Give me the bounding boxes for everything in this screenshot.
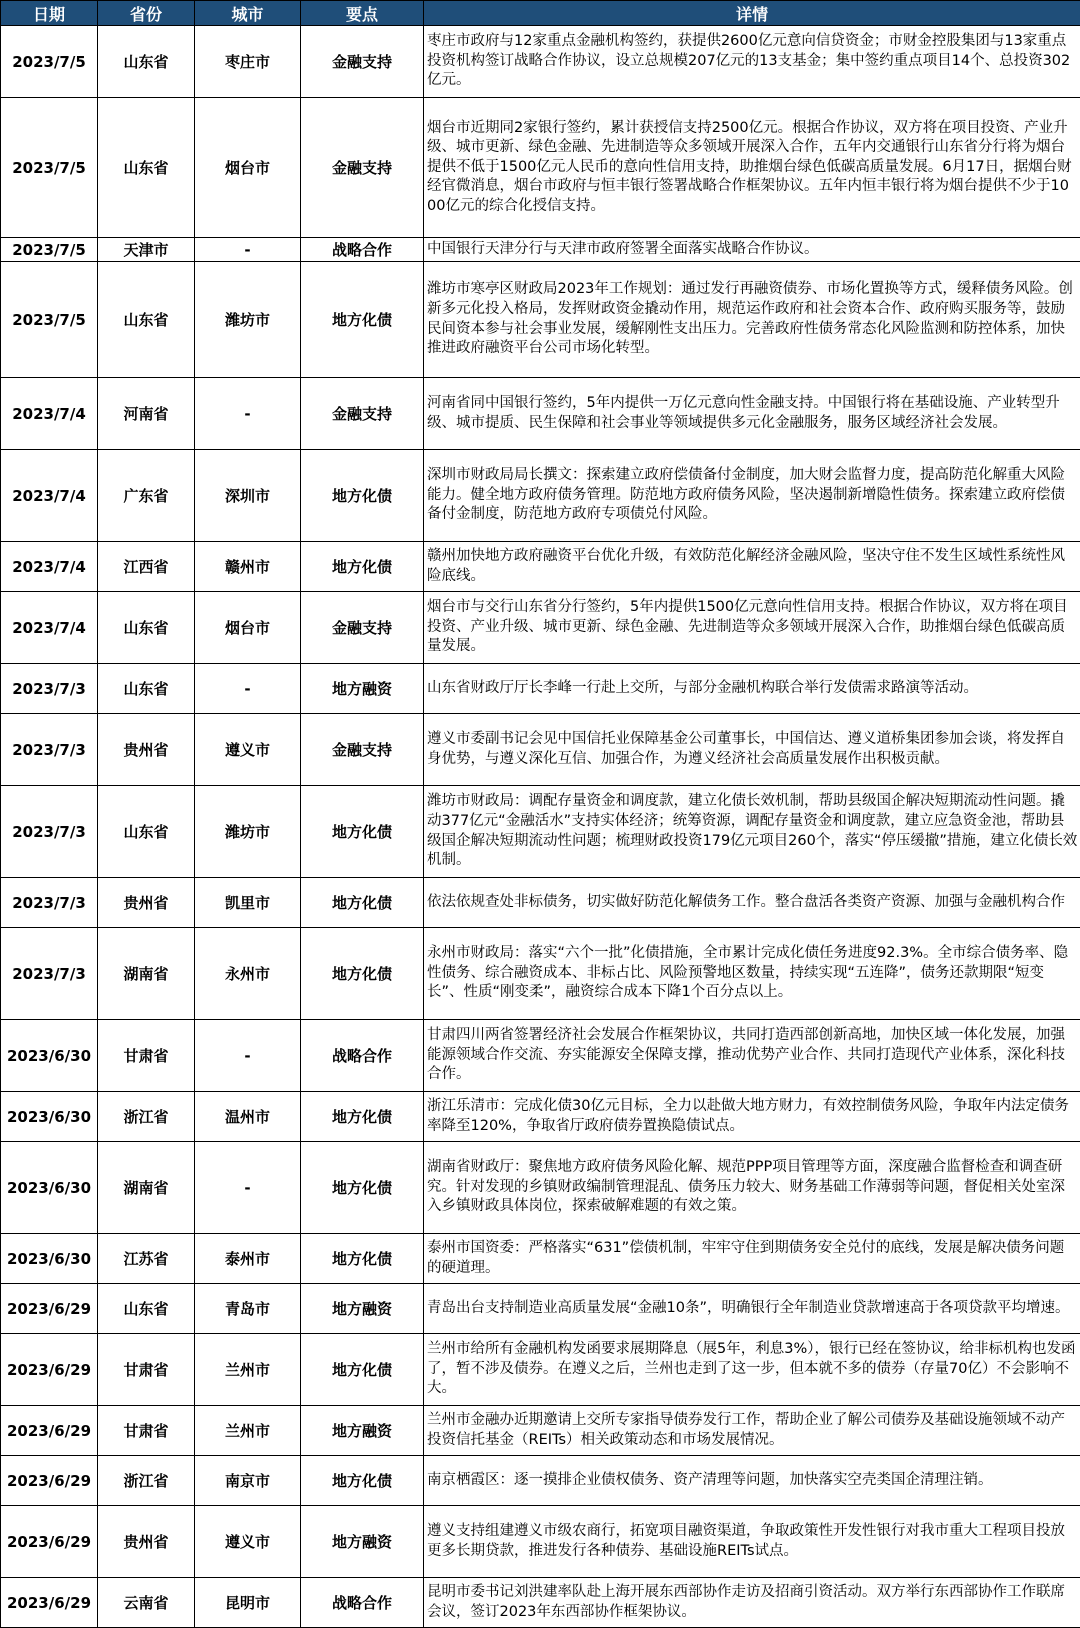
cell-detail: 遵义市委副书记会见中国信托业保障基金公司董事长，中国信达、遵义道桥集团参加会谈，将发挥自身优势，与遵义深化互信、加强合作，为遵义经济社会高质量发展作出积极贡献。 [424, 714, 1080, 786]
cell-point: 金融支持 [301, 26, 424, 98]
cell-date: 2023/6/29 [1, 1406, 98, 1456]
cell-detail: 赣州加快地方政府融资平台优化升级，有效防范化解经济金融风险，坚决守住不发生区域性系统性风险底线。 [424, 542, 1080, 592]
cell-detail: 烟台市与交行山东省分行签约，5年内提供1500亿元意向性信用支持。根据合作协议，双方将在项目投资、产业升级、城市更新、绿色金融、先进制造等众多领域开展深入合作，助推烟台绿色低碳高质量发展。 [424, 592, 1080, 664]
cell-detail: 浙江乐清市：完成化债30亿元目标，全力以赴做大地方财力，有效控制债务风险，争取年内法定债务率降至120%，争取省厅政府债券置换隐债试点。 [424, 1092, 1080, 1142]
cell-province: 湖南省 [98, 1142, 195, 1234]
cell-date: 2023/6/29 [1, 1284, 98, 1334]
table-row [1, 1142, 1080, 1234]
cell-date: 2023/7/4 [1, 592, 98, 664]
table-row [1, 26, 1080, 98]
cell-point: 地方融资 [301, 1284, 424, 1334]
cell-date: 2023/6/29 [1, 1506, 98, 1578]
cell-detail: 兰州市给所有金融机构发函要求展期降息（展5年，利息3%），银行已经在签协议，给非标机构也发函了，暂不涉及债券。在遵义之后，兰州也走到了这一步，但本就不多的债券（存量70亿）不会影响不大。 [424, 1334, 1080, 1406]
cell-province: 河南省 [98, 378, 195, 450]
cell-detail: 中国银行天津分行与天津市政府签署全面落实战略合作协议。 [424, 238, 1080, 262]
cell-city: - [195, 664, 301, 714]
cell-date: 2023/7/3 [1, 786, 98, 878]
cell-detail: 南京栖霞区：逐一摸排企业债权债务、资产清理等问题，加快落实空壳类国企清理注销。 [424, 1456, 1080, 1506]
cell-city: 兰州市 [195, 1406, 301, 1456]
cell-province: 江苏省 [98, 1234, 195, 1284]
cell-date: 2023/6/29 [1, 1456, 98, 1506]
cell-province: 甘肃省 [98, 1334, 195, 1406]
cell-province: 浙江省 [98, 1092, 195, 1142]
cell-detail: 潍坊市财政局：调配存量资金和调度款，建立化债长效机制，帮助县级国企解决短期流动性问题。撬动377亿元“金融活水”支持实体经济；统筹资源，调配存量资金和调度款，建立应急资金池，帮助县级国企解决短期流动性问题；梳理财政投资179亿元项目260个，落实“停压缓撤”措施，建立化债长效机制。 [424, 786, 1080, 878]
cell-point: 地方化债 [301, 1456, 424, 1506]
cell-date: 2023/7/3 [1, 878, 98, 928]
cell-date: 2023/6/30 [1, 1020, 98, 1092]
cell-point: 地方化债 [301, 786, 424, 878]
table-row [1, 262, 1080, 378]
cell-province: 贵州省 [98, 1506, 195, 1578]
cell-city: - [195, 238, 301, 262]
cell-city: 潍坊市 [195, 262, 301, 378]
table-row [1, 1578, 1080, 1628]
table-row [1, 98, 1080, 238]
cell-city: 潍坊市 [195, 786, 301, 878]
cell-point: 地方融资 [301, 1506, 424, 1578]
table-row [1, 238, 1080, 262]
cell-detail: 河南省同中国银行签约，5年内提供一万亿元意向性金融支持。中国银行将在基础设施、产业转型升级、城市提质、民生保障和社会事业等领域提供多元化金融服务，服务区域经济社会发展。 [424, 378, 1080, 450]
cell-point: 地方融资 [301, 664, 424, 714]
cell-point: 地方化债 [301, 878, 424, 928]
cell-point: 战略合作 [301, 1578, 424, 1628]
table-row [1, 1284, 1080, 1334]
cell-city: 昆明市 [195, 1578, 301, 1628]
cell-point: 地方融资 [301, 1406, 424, 1456]
cell-point: 地方化债 [301, 928, 424, 1020]
cell-province: 贵州省 [98, 878, 195, 928]
cell-city: 烟台市 [195, 592, 301, 664]
cell-date: 2023/7/5 [1, 238, 98, 262]
header-row [1, 1, 1080, 26]
cell-detail: 昆明市委书记刘洪建率队赴上海开展东西部协作走访及招商引资活动。双方举行东西部协作工作联席会议，签订2023年东西部协作框架协议。 [424, 1578, 1080, 1628]
table-row [1, 928, 1080, 1020]
cell-point: 地方化债 [301, 542, 424, 592]
cell-city: 烟台市 [195, 98, 301, 238]
cell-province: 贵州省 [98, 714, 195, 786]
cell-province: 云南省 [98, 1578, 195, 1628]
cell-point: 地方化债 [301, 1234, 424, 1284]
table-row [1, 664, 1080, 714]
cell-province: 浙江省 [98, 1456, 195, 1506]
cell-detail: 兰州市金融办近期邀请上交所专家指导债券发行工作，帮助企业了解公司债券及基础设施领域不动产投资信托基金（REITs）相关政策动态和市场发展情况。 [424, 1406, 1080, 1456]
cell-date: 2023/7/4 [1, 542, 98, 592]
table-row [1, 1092, 1080, 1142]
cell-city: 枣庄市 [195, 26, 301, 98]
cell-point: 地方化债 [301, 1142, 424, 1234]
cell-province: 甘肃省 [98, 1406, 195, 1456]
cell-date: 2023/7/5 [1, 26, 98, 98]
cell-point: 地方化债 [301, 262, 424, 378]
cell-point: 战略合作 [301, 238, 424, 262]
cell-province: 山东省 [98, 786, 195, 878]
cell-detail: 青岛出台支持制造业高质量发展“金融10条”，明确银行全年制造业贷款增速高于各项贷款平均增速。 [424, 1284, 1080, 1334]
cell-city: 永州市 [195, 928, 301, 1020]
cell-detail: 湖南省财政厅：聚焦地方政府债务风险化解、规范PPP项目管理等方面，深度融合监督检查和调查研究。针对发现的乡镇财政编制管理混乱、债务压力较大、财务基础工作薄弱等问题，督促相关处室深入乡镇财政具体岗位，探索破解难题的有效之策。 [424, 1142, 1080, 1234]
cell-city: 遵义市 [195, 1506, 301, 1578]
cell-date: 2023/6/30 [1, 1234, 98, 1284]
cell-city: 遵义市 [195, 714, 301, 786]
cell-province: 山东省 [98, 664, 195, 714]
table-row [1, 378, 1080, 450]
cell-point: 金融支持 [301, 378, 424, 450]
cell-city: 凯里市 [195, 878, 301, 928]
table-row [1, 1506, 1080, 1578]
cell-detail: 枣庄市政府与12家重点金融机构签约，获提供2600亿元意向信贷资金；市财金控股集团与13家重点投资机构签订战略合作协议，设立总规模207亿元的13支基金；集中签约重点项目14个、总投资302亿元。 [424, 26, 1080, 98]
cell-date: 2023/7/4 [1, 378, 98, 450]
cell-detail: 潍坊市寒亭区财政局2023年工作规划：通过发行再融资债券、市场化置换等方式，缓释债务风险。创新多元化投入格局，发挥财政资金撬动作用，规范运作政府和社会资本合作、政府购买服务等，鼓励民间资本参与社会事业发展，缓解刚性支出压力。完善政府性债务常态化风险监测和防控体系，加快推进政府融资平台公司市场化转型。 [424, 262, 1080, 378]
cell-date: 2023/7/3 [1, 714, 98, 786]
cell-province: 甘肃省 [98, 1020, 195, 1092]
cell-point: 地方化债 [301, 450, 424, 542]
cell-province: 天津市 [98, 238, 195, 262]
table-row [1, 542, 1080, 592]
cell-date: 2023/7/3 [1, 664, 98, 714]
cell-detail: 永州市财政局：落实“六个一批”化债措施，全市累计完成化债任务进度92.3%。全市综合债务率、隐性债务、综合融资成本、非标占比、风险预警地区数量，持续实现“五连降”，债务还款期限“短变长”、性质“刚变柔”，融资综合成本下降1个百分点以上。 [424, 928, 1080, 1020]
cell-date: 2023/6/29 [1, 1578, 98, 1628]
header-city: 城市 [195, 1, 301, 26]
header-point: 要点 [301, 1, 424, 26]
cell-city: 青岛市 [195, 1284, 301, 1334]
cell-province: 江西省 [98, 542, 195, 592]
cell-point: 地方化债 [301, 1092, 424, 1142]
table-row [1, 1020, 1080, 1092]
cell-date: 2023/7/3 [1, 928, 98, 1020]
cell-date: 2023/7/5 [1, 98, 98, 238]
cell-province: 山东省 [98, 1284, 195, 1334]
cell-date: 2023/7/5 [1, 262, 98, 378]
cell-province: 山东省 [98, 98, 195, 238]
cell-detail: 山东省财政厅厅长李峰一行赴上交所，与部分金融机构联合举行发债需求路演等活动。 [424, 664, 1080, 714]
table-row [1, 786, 1080, 878]
cell-city: 深圳市 [195, 450, 301, 542]
cell-city: 兰州市 [195, 1334, 301, 1406]
cell-province: 湖南省 [98, 928, 195, 1020]
cell-detail: 甘肃四川两省签署经济社会发展合作框架协议，共同打造西部创新高地，加快区域一体化发展，加强能源领域合作交流、夯实能源安全保障支撑，推动优势产业合作、共同打造现代产业体系，深化科技合作。 [424, 1020, 1080, 1092]
cell-province: 广东省 [98, 450, 195, 542]
cell-city: 温州市 [195, 1092, 301, 1142]
cell-province: 山东省 [98, 26, 195, 98]
header-date: 日期 [1, 1, 98, 26]
cell-city: 南京市 [195, 1456, 301, 1506]
header-detail: 详情 [424, 1, 1080, 26]
cell-city: - [195, 378, 301, 450]
cell-city: - [195, 1142, 301, 1234]
cell-date: 2023/6/30 [1, 1142, 98, 1234]
cell-point: 金融支持 [301, 592, 424, 664]
cell-point: 金融支持 [301, 98, 424, 238]
cell-city: 赣州市 [195, 542, 301, 592]
cell-detail: 烟台市近期同2家银行签约，累计获授信支持2500亿元。根据合作协议，双方将在项目投资、产业升级、城市更新、绿色金融、先进制造等众多领域开展深入合作，五年内交通银行山东省分行将为烟台提供不低于1500亿元人民币的意向性信用支持，助推烟台绿色低碳高质量发展。6月17日，据烟台财经官微消息，烟台市政府与恒丰银行签署战略合作框架协议。五年内恒丰银行将为烟台提供不少于1000亿元的综合化授信支持。 [424, 98, 1080, 238]
cell-date: 2023/6/29 [1, 1334, 98, 1406]
cell-detail: 深圳市财政局局长撰文：探索建立政府偿债备付金制度，加大财会监督力度，提高防范化解重大风险能力。健全地方政府债务管理。防范地方政府债务风险，坚决遏制新增隐性债务。探索建立政府偿债备付金制度，防范地方政府专项债兑付风险。 [424, 450, 1080, 542]
cell-detail: 泰州市国资委：严格落实“631”偿债机制，牢牢守住到期债务安全兑付的底线，发展是解决债务问题的硬道理。 [424, 1234, 1080, 1284]
cell-point: 战略合作 [301, 1020, 424, 1092]
table-row [1, 450, 1080, 542]
table-row [1, 714, 1080, 786]
table-row [1, 1334, 1080, 1406]
table-row [1, 592, 1080, 664]
cell-point: 金融支持 [301, 714, 424, 786]
cell-detail: 遵义支持组建遵义市级农商行，拓宽项目融资渠道，争取政策性开发性银行对我市重大工程项目投放更多长期贷款，推进发行各种债券、基础设施REITs试点。 [424, 1506, 1080, 1578]
cell-province: 山东省 [98, 592, 195, 664]
table-row [1, 1456, 1080, 1506]
cell-detail: 依法依规查处非标债务，切实做好防范化解债务工作。整合盘活各类资产资源、加强与金融机构合作 [424, 878, 1080, 928]
cell-date: 2023/7/4 [1, 450, 98, 542]
cell-point: 地方化债 [301, 1334, 424, 1406]
cell-city: - [195, 1020, 301, 1092]
cell-province: 山东省 [98, 262, 195, 378]
cell-date: 2023/6/30 [1, 1092, 98, 1142]
header-province: 省份 [98, 1, 195, 26]
table-row [1, 1406, 1080, 1456]
table-row [1, 878, 1080, 928]
cell-city: 泰州市 [195, 1234, 301, 1284]
table-row [1, 1234, 1080, 1284]
